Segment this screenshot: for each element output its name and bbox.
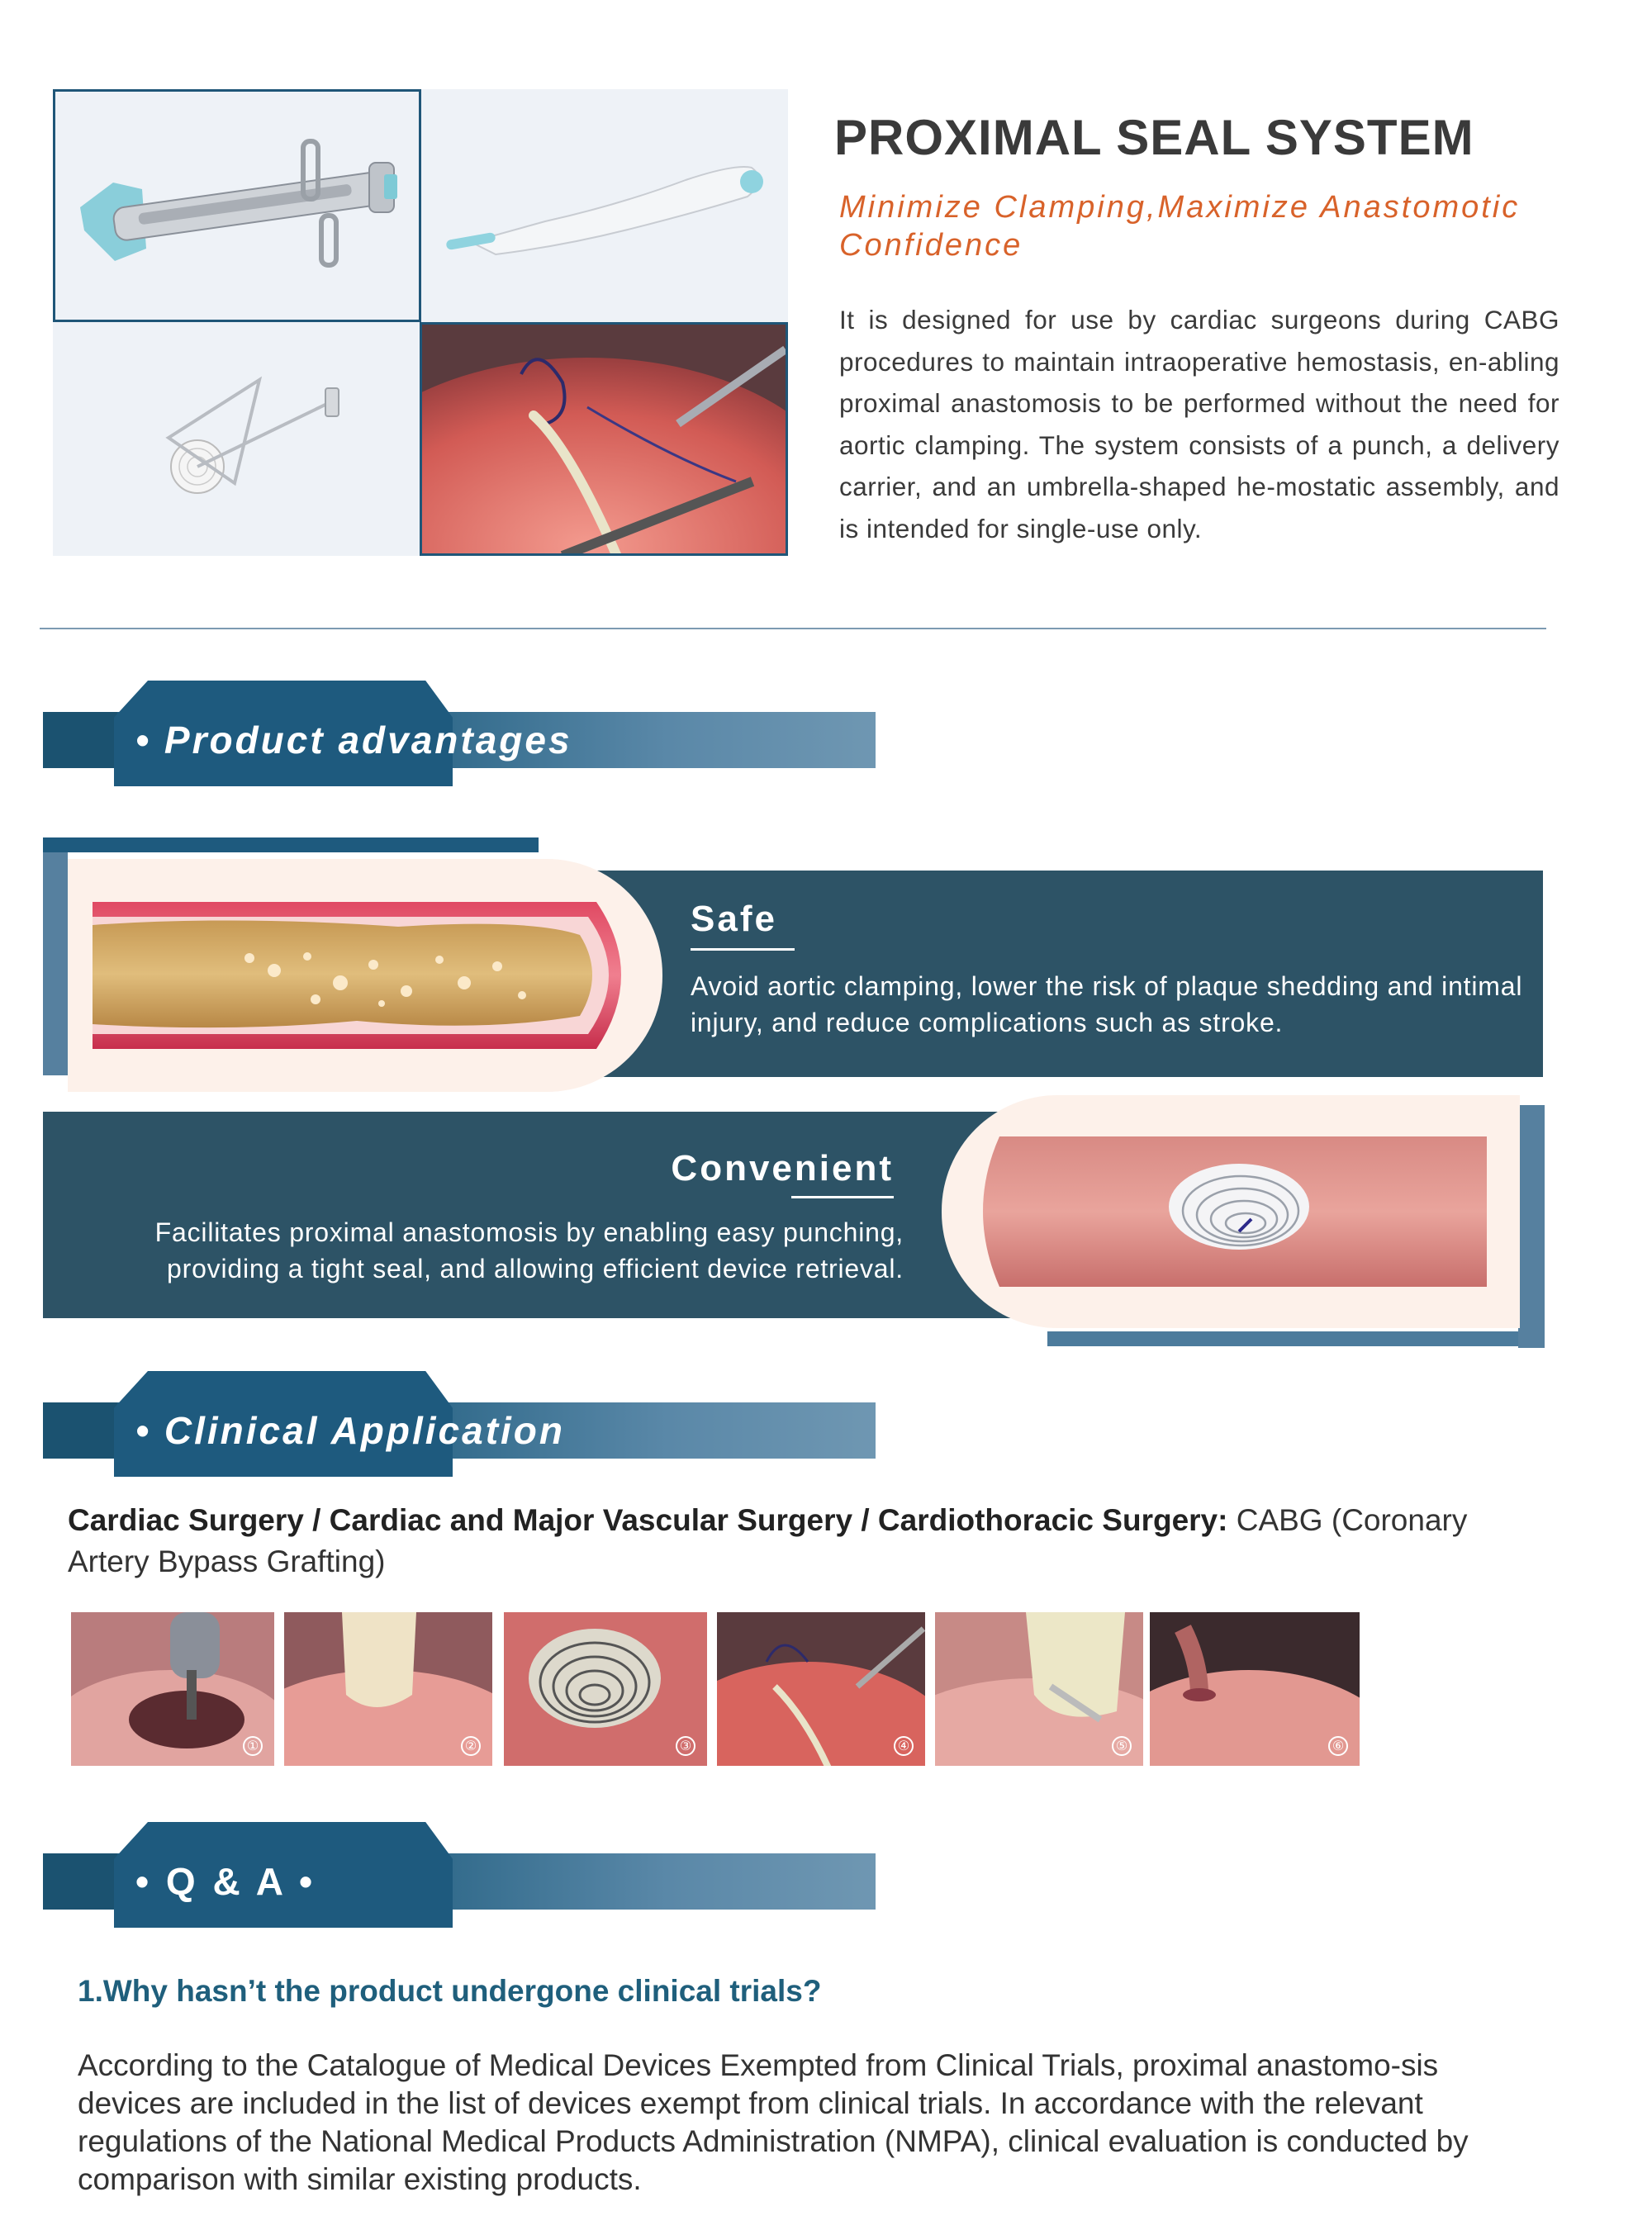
convenient-accent-bar [1047, 1331, 1518, 1346]
surgical-scene-image [420, 322, 788, 556]
qa-answer: According to the Catalogue of Medical Devices Exempted from Clinical Trials, proximal anastomo-sis devices are included in the list of devices exempt from clinical trials. In accordance with the relevant regulations of the National Medical Products Administration (NMPA), clinical evaluation is conducted by comparison with similar existing products. [78, 2048, 1469, 2196]
delivery-carrier-image [53, 89, 421, 322]
safe-accent-side [43, 852, 68, 1075]
page-title: PROXIMAL SEAL SYSTEM [834, 110, 1474, 165]
procedure-step-5 [935, 1612, 1143, 1766]
artery-plaque-image [68, 859, 662, 1092]
step-number: ③ [676, 1736, 695, 1756]
qa-banner [43, 1822, 876, 1929]
step-number: ⑥ [1328, 1736, 1348, 1756]
safe-accent-bar [43, 837, 539, 852]
section-divider [40, 628, 1546, 629]
convenient-accent-side [1518, 1105, 1545, 1348]
step-number: ② [461, 1736, 481, 1756]
advantages-banner [43, 681, 876, 788]
procedure-step-4 [717, 1612, 925, 1766]
product-gallery [53, 89, 788, 556]
clinical-application-text [68, 1500, 1555, 1582]
page-subtitle: Minimize Clamping,Maximize Anastomotic Confidence [839, 190, 1521, 263]
advantages-heading: • Product advantages [135, 719, 572, 762]
step-number: ① [243, 1736, 263, 1756]
clinical-banner [43, 1371, 876, 1478]
convenient-title: Convenient [671, 1148, 894, 1189]
convenient-title-underline [791, 1196, 894, 1198]
step-number: ④ [894, 1736, 914, 1756]
procedure-step-1 [71, 1612, 274, 1766]
vessel-seal-image [942, 1095, 1520, 1328]
clinical-specialties: Cardiac Surgery / Cardiac and Major Vascular Surgery / Cardiothoracic Surgery: [68, 1503, 1228, 1537]
safe-description: Avoid aortic clamping, lower the risk of plaque shedding and intimal injury, and reduce complications such as stroke. [691, 971, 1523, 1037]
clinical-procedure: CABG (Coronary Artery Bypass Grafting) [68, 1503, 1468, 1578]
qa-heading: • Q & A • [135, 1860, 316, 1903]
procedure-step-2 [284, 1612, 492, 1766]
punch-device-image [421, 89, 788, 322]
qa-question: 1.Why hasn’t the product undergone clinical trials? [78, 1974, 822, 2008]
step-number: ⑤ [1112, 1736, 1132, 1756]
clinical-heading: • Clinical Application [135, 1409, 566, 1452]
umbrella-assembly-image [53, 322, 421, 556]
procedure-step-6 [1150, 1612, 1360, 1766]
procedure-step-3 [504, 1612, 707, 1766]
safe-title: Safe [691, 899, 777, 939]
procedure-steps [71, 1612, 1360, 1766]
product-description: It is designed for use by cardiac surgeons during CABG procedures to maintain intraoperative hemostasis, en-abling proximal anastomosis to be performed without the need for aortic clamping. The system consists of a punch, a delivery carrier, and an umbrella-shaped he-mostatic assembly, and is intended for single-use only. [839, 305, 1559, 543]
convenient-description: Facilitates proximal anastomosis by enabling easy punching, providing a tight seal, and allowing efficient device retrieval. [154, 1217, 904, 1283]
safe-title-underline [691, 948, 795, 951]
